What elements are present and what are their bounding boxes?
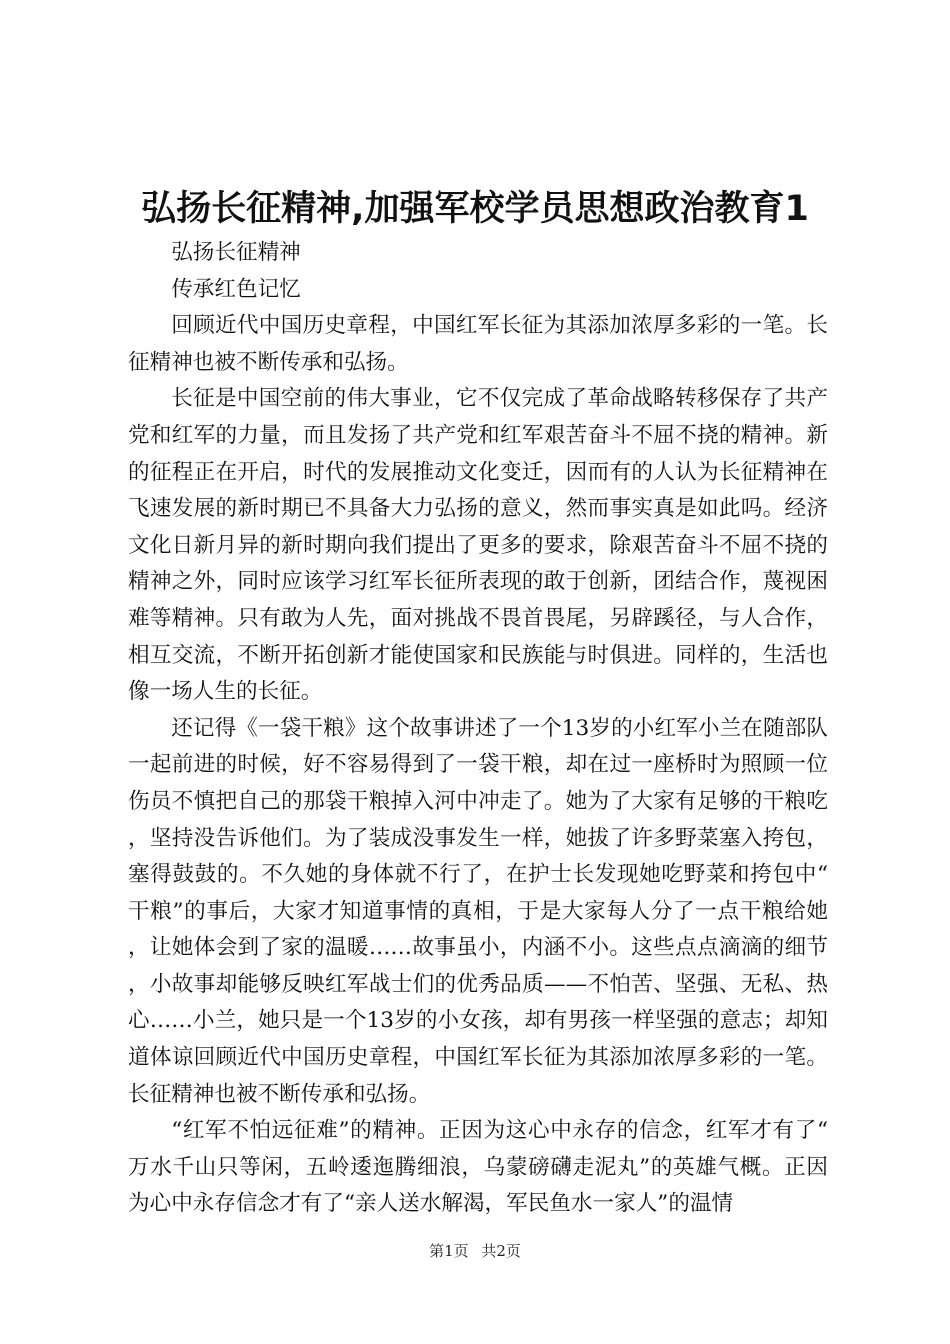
document-body [128,235,828,1223]
page-footer [0,1240,950,1262]
subtitle-line-1: 弘扬长征精神 [171,240,301,265]
page-number: 第1页 [429,1242,469,1260]
page-total: 共2页 [481,1242,521,1260]
body-paragraph: 还记得《一袋干粮》这个故事讲述了一个13岁的小红军小兰在随部队一起前进的时候，好不容易得到了一袋干粮，却在过一座桥时为照顾一位伤员不慎把自己的那袋干粮掉入河中冲走了。她为了大家有足够的干粮吃，坚持没告诉他们。为了装成没事发生一样，她拔了许多野菜塞入挎包，塞得鼓鼓的。不久她的身体就不行了，在护士长发现她吃野菜和挎包中“干粮”的事后，大家才知道事情的真相，于是大家每人分了一点干粮给她，让她体会到了家的温暖……故事虽小，内涵不小。这些点点滴滴的细节，小故事却能够反映红军战士们的优秀品质——不怕苦、坚强、无私、热心……小兰，她只是一个13岁的小女孩，却有男孩一样坚强的意志；却知道体谅回顾近代中国历史章程，中国红军长征为其添加浓厚多彩的一笔。长征精神也被不断传承和弘扬。 [128,715,828,1107]
body-paragraph: 回顾近代中国历史章程，中国红军长征为其添加浓厚多彩的一笔。长征精神也被不断传承和弘扬。 [128,313,828,375]
body-paragraph: “红军不怕远征难”的精神。正因为这心中永存的信念，红军才有了“万水千山只等闲，五岭逶迤腾细浪，乌蒙磅礴走泥丸”的英雄气概。正因为心中永存信念才有了“亲人送水解渴，军民鱼水一家人”的温情 [128,1118,828,1217]
body-paragraph: 长征是中国空前的伟大事业，它不仅完成了革命战略转移保存了共产党和红军的力量，而且发扬了共产党和红军艰苦奋斗不屈不挠的精神。新的征程正在开启，时代的发展推动文化变迁，因而有的人认为长征精神在飞速发展的新时期已不具备大力弘扬的意义，然而事实真是如此吗。经济文化日新月异的新时期向我们提出了更多的要求，除艰苦奋斗不屈不挠的精神之外，同时应该学习红军长征所表现的敢于创新，团结合作，蔑视困难等精神。只有敢为人先，面对挑战不畏首畏尾，另辟蹊径，与人合作，相互交流，不断开拓创新才能使国家和民族能与时俱进。同样的，生活也像一场人生的长征。 [128,386,828,705]
document-title: 弘扬长征精神,加强军校学员思想政治教育1 [141,189,809,229]
subtitle-line-2: 传承红色记忆 [171,276,301,302]
